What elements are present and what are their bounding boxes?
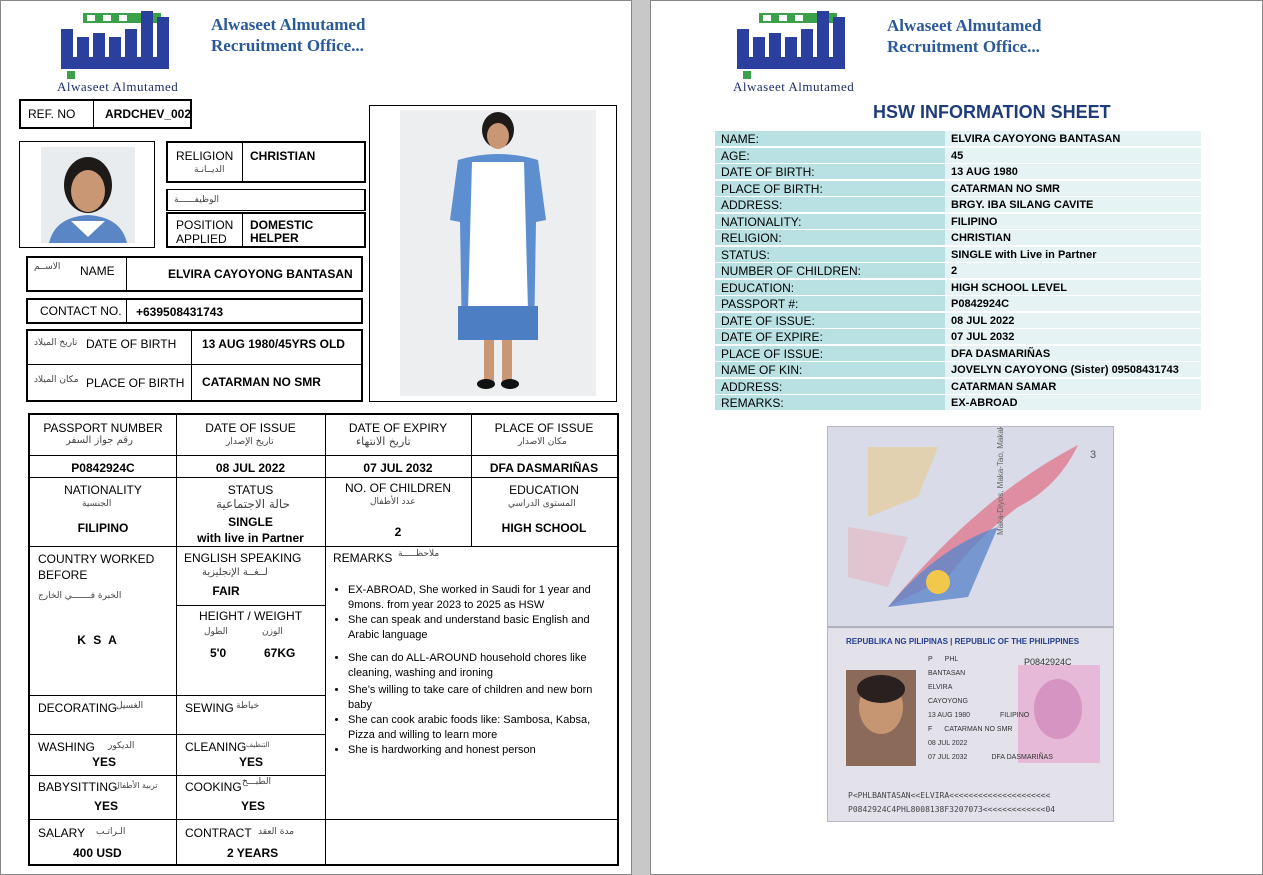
cooking-label: COOKING (185, 780, 242, 794)
info-key: ADDRESS: (715, 379, 945, 395)
remark-item: • She can do ALL-AROUND household chores like cleaning, washing and ironing (348, 651, 602, 681)
position-box (166, 212, 366, 248)
info-key: DATE OF BIRTH: (715, 164, 945, 180)
passport-dob: 13 AUG 1980 (928, 712, 971, 719)
company-logo (735, 7, 869, 81)
passport-given: ELVIRA (928, 684, 953, 691)
passport-mrz (848, 789, 1055, 817)
pob-label: PLACE OF BIRTH (86, 376, 185, 390)
info-row (715, 296, 1201, 312)
office-line-2: Recruitment Office... (211, 36, 364, 55)
nationality-label: NATIONALITY (64, 483, 142, 497)
info-value: 13 AUG 1980 (945, 164, 1201, 180)
passport-surname: BANTASAN (928, 670, 966, 677)
decorating-label: DECORATING (38, 701, 118, 715)
dob-label: DATE OF BIRTH (86, 337, 177, 351)
info-value: SINGLE with Live in Partner (945, 247, 1201, 263)
info-value: ELVIRA CAYOYONG BANTASAN (945, 131, 1201, 147)
info-key: PASSPORT #: (715, 296, 945, 312)
cleaning-value: YES (239, 755, 264, 769)
info-sheet-page (650, 0, 1263, 875)
info-key: RELIGION: (715, 230, 945, 246)
education-ar: المستوى الدراسي (508, 499, 576, 509)
dob-value: 13 AUG 1980/45YRS OLD (202, 337, 345, 351)
education-label: EDUCATION (509, 483, 579, 497)
info-row (715, 247, 1201, 263)
info-row (715, 214, 1201, 230)
info-row (715, 329, 1201, 345)
babysitting-ar: تربية الأطفال (114, 781, 158, 790)
name-ar: الاســم (34, 262, 61, 272)
info-key: NAME: (715, 131, 945, 147)
cooking-ar: الطبـــخ (242, 777, 272, 787)
logo-mark (59, 7, 193, 81)
passport-page-no: 3 (1090, 449, 1097, 461)
info-value: DFA DASMARIÑAS (945, 346, 1201, 362)
passport-authority: DFA DASMARIÑAS (991, 754, 1053, 761)
info-value: 45 (945, 148, 1201, 164)
info-key: NATIONALITY: (715, 214, 945, 230)
remark-item: • She can speak and understand basic English and Arabic language (348, 613, 602, 643)
passport-number: P0842924C (1024, 657, 1072, 667)
remarks-ar: ملاحظـــــة (398, 549, 440, 559)
info-key: REMARKS: (715, 395, 945, 411)
washing-ar: الديكور (108, 741, 135, 751)
info-key: NUMBER OF CHILDREN: (715, 263, 945, 279)
mrz-line-1: P<PHLBANTASAN<<ELVIRA<<<<<<<<<<<<<<<<<<<<< (848, 791, 1051, 800)
info-key: PLACE OF BIRTH: (715, 181, 945, 197)
expiry-ar: تاريخ الانتهاء (356, 435, 411, 448)
passport-nationality: FILIPINO (1000, 712, 1030, 719)
remarks-label: REMARKS (333, 551, 393, 565)
sewing-ar: خياطة (236, 701, 260, 711)
logo-caption: Alwaseet Almutamed (57, 79, 179, 94)
country-label-2: BEFORE (38, 568, 88, 582)
ref-box (19, 99, 192, 129)
position-value-2: HELPER (250, 231, 299, 245)
place-value: DFA DASMARIÑAS (489, 461, 599, 475)
info-key: ADDRESS: (715, 197, 945, 213)
info-value: P0842924C (945, 296, 1201, 312)
passport-value: P0842924C (71, 461, 135, 475)
english-label: ENGLISH SPEAKING (184, 551, 302, 565)
info-key: EDUCATION: (715, 280, 945, 296)
mrz-line-2: P0842924C4PHL8008138F3207073<<<<<<<<<<<<<04 (848, 805, 1056, 814)
details-table (28, 413, 619, 866)
salary-ar: الـراتـب (96, 827, 126, 837)
info-value: 08 JUL 2022 (945, 313, 1201, 329)
expiry-label: DATE OF EXPIRY (348, 421, 448, 435)
info-row (715, 164, 1201, 180)
office-line-1: Alwaseet Almutamed (887, 16, 1042, 35)
contact-value: +639508431743 (136, 305, 224, 319)
passport-sex: F (928, 726, 933, 733)
expiry-value: 07 JUL 2032 (363, 461, 433, 475)
info-row (715, 362, 1201, 378)
office-line-2: Recruitment Office... (887, 37, 1040, 56)
height-value: 5'0 (210, 646, 227, 660)
babysitting-value: YES (94, 799, 119, 813)
office-name (211, 14, 365, 56)
remarks-list (332, 583, 602, 758)
washing-label: WASHING (38, 740, 95, 754)
religion-ar: الديــانـة (194, 165, 225, 175)
issue-value: 08 JUL 2022 (215, 461, 286, 475)
cleaning-ar: التنظيف (246, 741, 270, 749)
weight-ar: الوزن (262, 627, 283, 637)
remark-item: • She is hardworking and honest person (348, 743, 602, 758)
country-value: K S A (77, 633, 119, 647)
contract-value: 2 YEARS (227, 846, 279, 860)
passport-type: P (928, 656, 933, 663)
name-label: NAME (80, 264, 115, 278)
position-ar: الوظيفــــــة (174, 195, 219, 205)
info-value: 2 (945, 263, 1201, 279)
passport-fields (928, 655, 1053, 762)
place-label: PLACE OF ISSUE (494, 421, 594, 435)
company-logo (59, 7, 193, 81)
remark-item: • EX-ABROAD, She worked in Saudi for 1 year and 9mons. from year 2023 to 2025 as HSW (348, 583, 602, 613)
sewing-label: SEWING (185, 701, 234, 715)
birth-box (26, 329, 363, 402)
info-row (715, 263, 1201, 279)
salary-value: 400 USD (73, 846, 122, 860)
contact-label: CONTACT NO. (40, 304, 122, 318)
info-value: HIGH SCHOOL LEVEL (945, 280, 1201, 296)
education-value: HIGH SCHOOL (501, 521, 587, 535)
info-row (715, 197, 1201, 213)
info-row (715, 230, 1201, 246)
religion-box (166, 141, 366, 183)
passport-ar: رقم جواز السفر (66, 435, 133, 446)
place-ar: مكان الاصدار (518, 437, 567, 447)
info-key: PLACE OF ISSUE: (715, 346, 945, 362)
info-row (715, 313, 1201, 329)
status-value-2: with live in Partner (197, 531, 304, 545)
issue-ar: تاريخ الإصدار (226, 437, 274, 447)
info-value: FILIPINO (945, 214, 1201, 230)
portrait-frame (19, 141, 155, 248)
status-label: STATUS (227, 483, 274, 497)
nationality-ar: الجنسية (82, 499, 112, 509)
washing-value: YES (92, 755, 117, 769)
position-value-1: DOMESTIC (250, 218, 314, 232)
info-row (715, 131, 1201, 147)
fullbody-frame (369, 105, 617, 402)
position-label-2: APPLIED (176, 232, 227, 246)
passport-label: PASSPORT NUMBER (43, 421, 163, 435)
info-row (715, 280, 1201, 296)
cooking-value: YES (241, 799, 266, 813)
pob-ar: مكان الميلاد (34, 375, 79, 385)
height-ar: الطول (204, 627, 228, 637)
info-value: CHRISTIAN (945, 230, 1201, 246)
passport-motto (996, 525, 1005, 535)
religion-value: CHRISTIAN (250, 149, 316, 163)
passport-header: REPUBLIKA NG PILIPINAS | REPUBLIC OF THE PHILIPPINES (846, 637, 1080, 646)
logo-mark (735, 7, 869, 81)
position-ar-box (166, 189, 366, 211)
info-row (715, 379, 1201, 395)
dob-ar: تاريخ الميلاد (34, 338, 78, 348)
passport-pob: CATARMAN NO SMR (944, 726, 1013, 733)
passport-country: PHL (944, 656, 959, 663)
children-label: NO. OF CHILDREN (344, 481, 451, 495)
info-row (715, 346, 1201, 362)
salary-label: SALARY (38, 826, 86, 840)
fullbody-photo (400, 110, 596, 396)
status-ar: حالة الاجتماعية (216, 497, 291, 511)
children-value: 2 (394, 525, 402, 539)
contact-box (26, 298, 363, 324)
weight-value: 67KG (264, 646, 296, 660)
ref-value: ARDCHEV_002 (105, 107, 192, 121)
info-value: EX-ABROAD (945, 395, 1201, 411)
name-value: ELVIRA CAYOYONG BANTASAN (168, 267, 353, 281)
position-label-1: POSITION (176, 218, 234, 232)
info-value: CATARMAN SAMAR (945, 379, 1201, 395)
info-row (715, 395, 1201, 411)
english-ar: لــغــة الإنجليزية (202, 567, 268, 578)
portrait-photo (41, 147, 135, 243)
info-key: DATE OF ISSUE: (715, 313, 945, 329)
info-value: JOVELYN CAYOYONG (Sister) 09508431743 (945, 362, 1201, 378)
info-row (715, 148, 1201, 164)
contract-ar: مدة العقد (258, 827, 294, 837)
english-value: FAIR (212, 584, 240, 598)
info-key: STATUS: (715, 247, 945, 263)
remark-item: • She can cook arabic foods like: Sambosa, Kabsa, Pizza and willing to learn more (348, 713, 602, 743)
sheet-title: HSW INFORMATION SHEET (873, 102, 1111, 122)
info-row (715, 181, 1201, 197)
children-ar: عدد الأطفال (370, 497, 416, 507)
ref-label: REF. NO (28, 107, 76, 121)
status-value-1: SINGLE (228, 515, 273, 529)
country-ar: الخبرة فـــــــي الخارج (38, 591, 122, 601)
decorating-ar: الغسيل (116, 701, 144, 711)
country-label-1: COUNTRY WORKED (38, 552, 155, 566)
passport-issue: 08 JUL 2022 (928, 740, 968, 747)
cleaning-label: CLEANING (185, 740, 247, 754)
info-key: DATE OF EXPIRE: (715, 329, 945, 345)
babysitting-label: BABYSITTING (38, 780, 118, 794)
office-line-1: Alwaseet Almutamed (211, 15, 366, 34)
info-key: NAME OF KIN: (715, 362, 945, 378)
nationality-value: FILIPINO (77, 521, 129, 535)
religion-label: RELIGION (176, 149, 234, 163)
pob-value: CATARMAN NO SMR (202, 375, 321, 389)
info-key: AGE: (715, 148, 945, 164)
info-value: CATARMAN NO SMR (945, 181, 1201, 197)
info-value: BRGY. IBA SILANG CAVITE (945, 197, 1201, 213)
passport-scan (827, 426, 1114, 822)
passport-middle: CAYOYONG (928, 698, 968, 705)
contract-label: CONTRACT (185, 826, 252, 840)
name-box (26, 256, 363, 292)
info-value: 07 JUL 2032 (945, 329, 1201, 345)
passport-expiry: 07 JUL 2032 (928, 754, 968, 761)
passport-art (828, 427, 1114, 822)
remark-item: • She’s willing to take care of children and new born baby (348, 683, 602, 713)
office-name (887, 15, 1041, 57)
hw-label: HEIGHT / WEIGHT (198, 609, 303, 623)
logo-caption: Alwaseet Almutamed (733, 79, 855, 94)
issue-label: DATE OF ISSUE (205, 421, 296, 435)
